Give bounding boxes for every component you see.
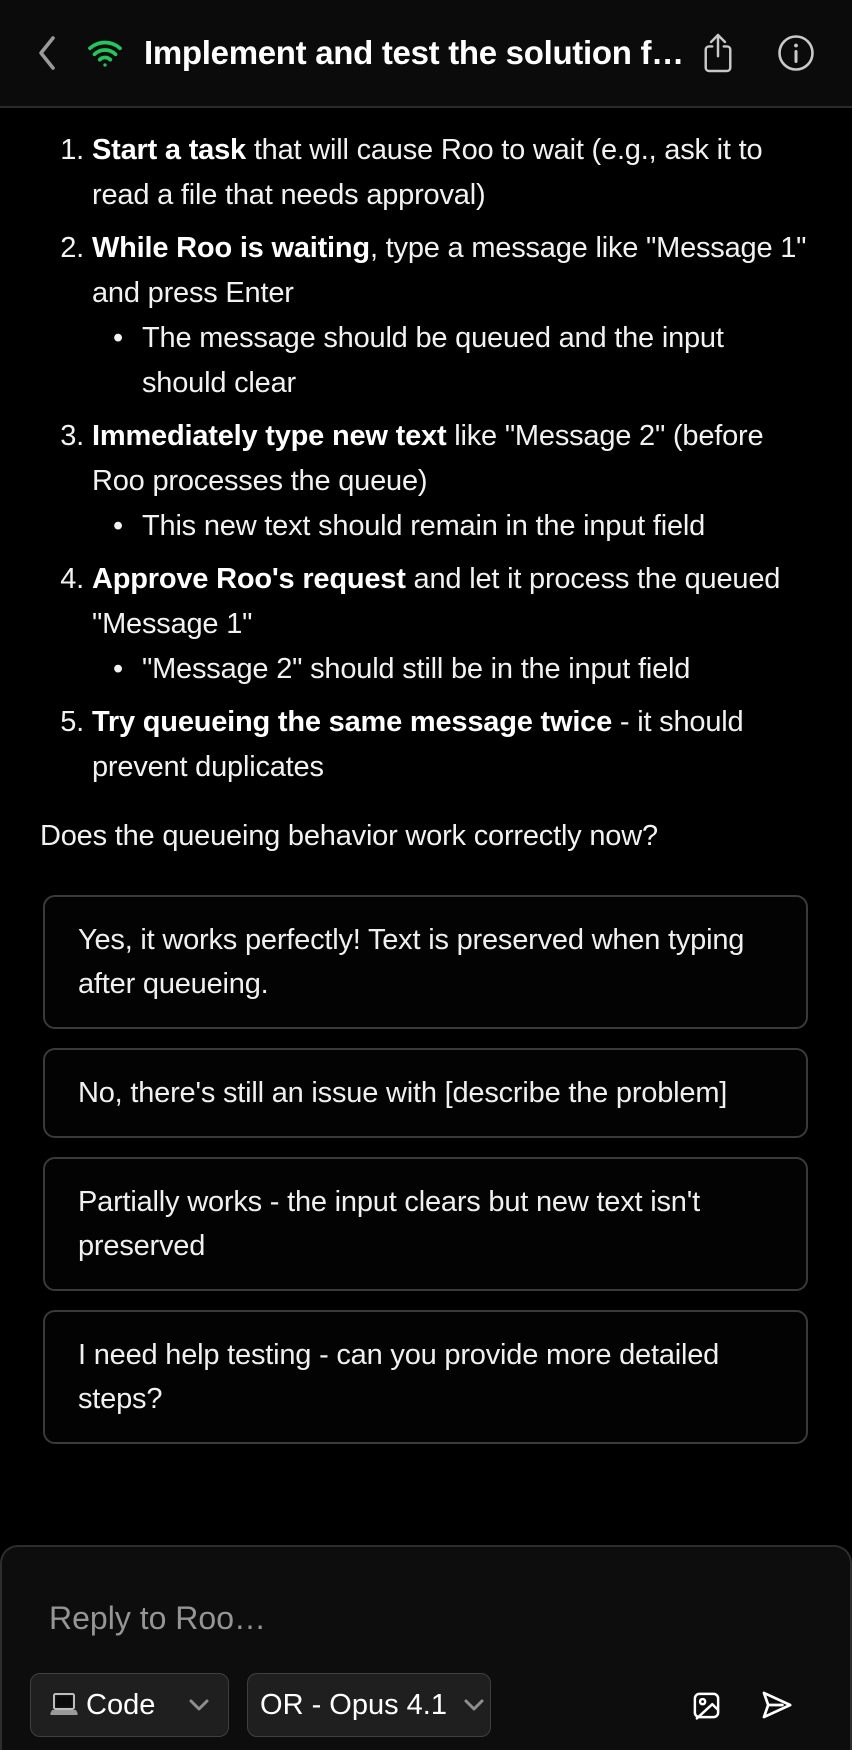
chevron-down-icon — [463, 1698, 485, 1712]
sub-list-item — [113, 647, 808, 692]
model-selector[interactable] — [247, 1673, 491, 1737]
step-bold-text: Start a task — [92, 134, 246, 166]
bullet-marker: • — [113, 510, 123, 542]
chevron-left-icon — [36, 33, 58, 73]
list-item — [40, 226, 808, 406]
step-text: that will cause Roo to wait (e.g., ask it to read a file that needs approval) — [92, 134, 763, 211]
step-bold-text: Try queueing the same message twice — [92, 706, 613, 738]
image-icon — [691, 1690, 722, 1721]
suggestion-button[interactable]: Yes, it works perfectly! Text is preserved when typing after queueing. — [43, 895, 808, 1029]
reply-input[interactable] — [47, 1595, 791, 1641]
list-number: 5. — [60, 706, 84, 738]
suggestion-list — [43, 895, 808, 1444]
list-number: 4. — [60, 563, 84, 595]
list-number: 2. — [60, 232, 84, 264]
composer-panel — [0, 1545, 852, 1750]
model-label: OR - Opus 4.1 — [260, 1688, 447, 1721]
info-button[interactable] — [774, 25, 818, 81]
send-icon — [759, 1688, 793, 1722]
send-button[interactable] — [754, 1677, 798, 1733]
composer-toolbar — [30, 1673, 798, 1737]
laptop-icon — [49, 1691, 79, 1719]
list-item — [40, 700, 808, 790]
bullet-text: This new text should remain in the input field — [142, 510, 706, 542]
step-text: and let it process the queued "Message 1" — [92, 563, 781, 640]
suggestion-button[interactable]: Partially works - the input clears but new text isn't preserved — [43, 1157, 808, 1291]
bullet-marker: • — [113, 322, 123, 354]
list-item — [40, 128, 808, 218]
attach-image-button[interactable] — [684, 1677, 728, 1733]
list-number: 3. — [60, 420, 84, 452]
page-title: Implement and test the solution f… — [144, 34, 684, 71]
step-text: - it should prevent duplicates — [92, 706, 744, 783]
bullet-text: The message should be queued and the input should clear — [142, 322, 724, 399]
navigation-bar — [0, 0, 852, 108]
info-circle-icon — [776, 33, 816, 73]
step-bold-text: While Roo is waiting — [92, 232, 370, 264]
step-text: like "Message 2" (before Roo processes the queue) — [92, 420, 764, 497]
list-item — [40, 557, 808, 692]
share-button[interactable] — [696, 25, 740, 81]
question-text: Does the queueing behavior work correctly now? — [40, 820, 658, 852]
sub-list-item — [113, 504, 808, 549]
back-button[interactable] — [30, 29, 64, 77]
list-number: 1. — [60, 134, 84, 166]
sub-list-item — [113, 316, 808, 406]
mode-label: Code — [86, 1688, 156, 1721]
share-icon — [700, 30, 736, 76]
step-text: , type a message like "Message 1" and press Enter — [92, 232, 807, 309]
chat-message-content — [0, 110, 852, 1444]
mode-selector[interactable] — [30, 1673, 229, 1737]
step-bold-text: Approve Roo's request — [92, 563, 406, 595]
bullet-text: "Message 2" should still be in the input field — [142, 653, 691, 685]
bullet-marker: • — [113, 653, 123, 685]
wifi-icon — [85, 35, 125, 71]
list-item — [40, 414, 808, 549]
suggestion-button[interactable]: I need help testing - can you provide more detailed steps? — [43, 1310, 808, 1444]
chevron-down-icon — [188, 1698, 210, 1712]
step-bold-text: Immediately type new text — [92, 420, 447, 452]
suggestion-button[interactable]: No, there's still an issue with [describe the problem] — [43, 1048, 808, 1138]
connection-status — [84, 32, 126, 74]
